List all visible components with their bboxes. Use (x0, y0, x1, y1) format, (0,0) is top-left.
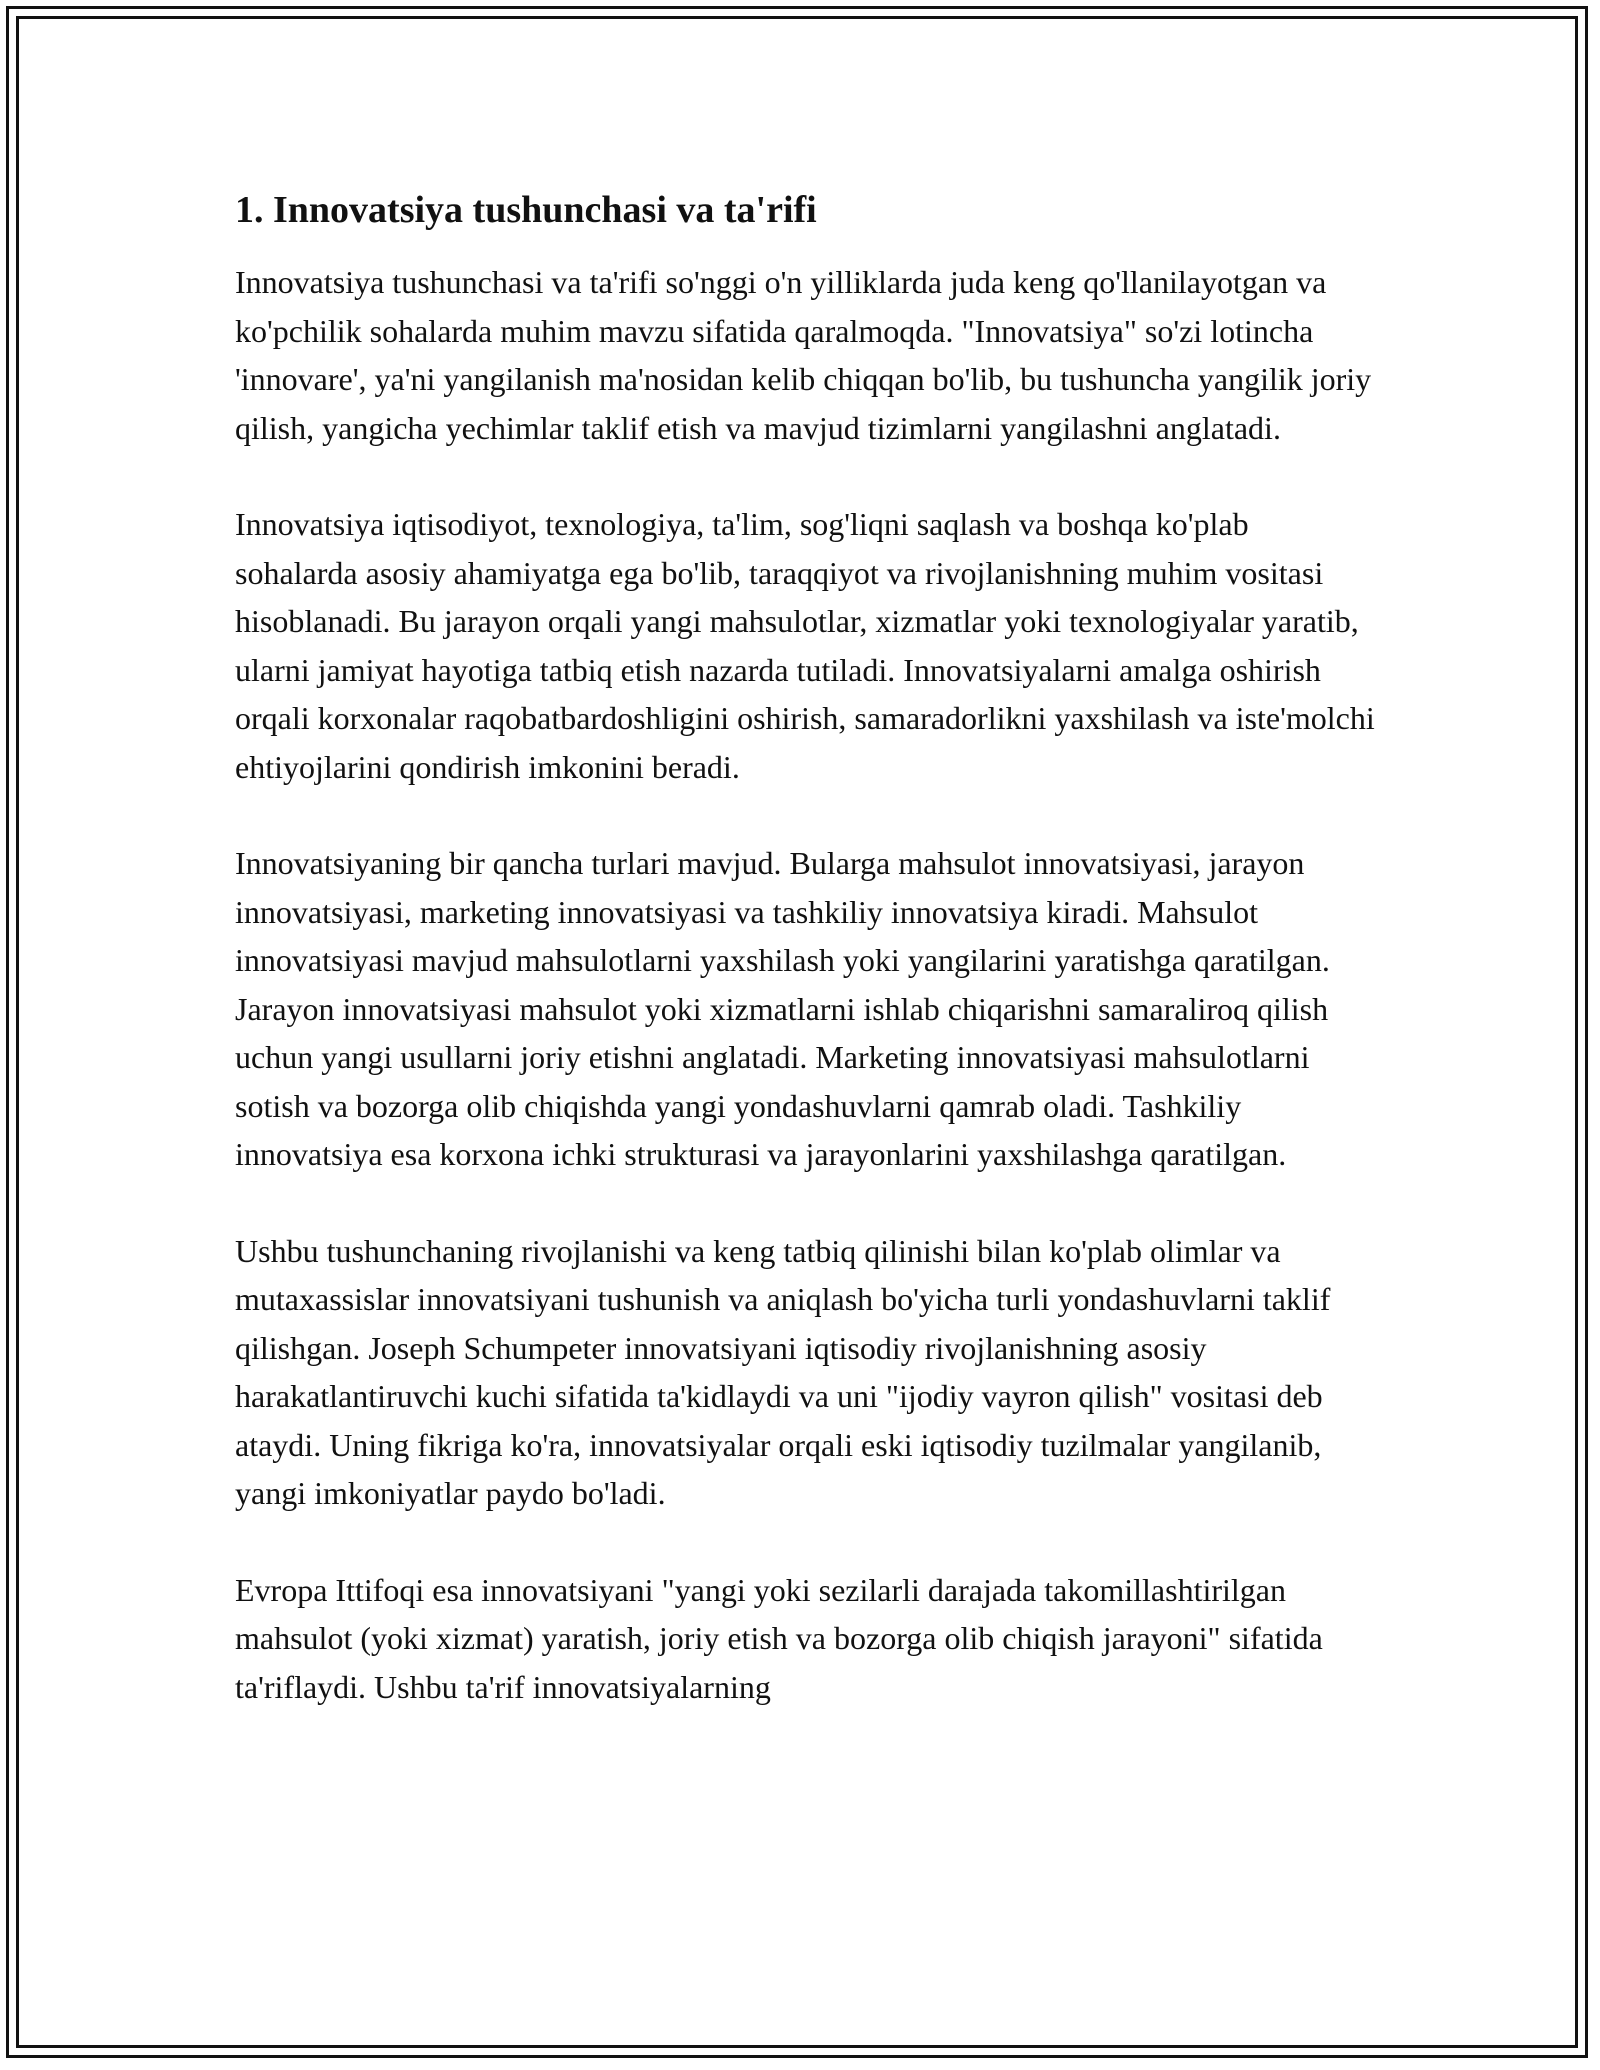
paragraph-definition: Innovatsiya tushunchasi va ta'rifi so'nggi o'n yilliklarda juda keng qo'llanilayotgan va ko'pchilik sohalarda muhim mavzu sifatida qaralmoqda. "Innovatsiya" so'zi lotincha 'innovare', ya'ni yangilanish ma'nosidan kelib chiqqan bo'lib, bu tushuncha yangilik joriy qilish, yangicha yechimlar taklif etish va mavjud tizimlarni yangilashni anglatadi. (235, 264, 1372, 446)
paragraph-european-union: Evropa Ittifoqi esa innovatsiyani "yangi yoki sezilarli darajada takomillashtirilgan mahsulot (yoki xizmat) yaratish, joriy etish va bozorga olib chiqish jarayoni" sifatida ta'riflaydi. Ushbu ta'rif innovatsiyalarning (235, 1571, 1323, 1705)
paragraph-importance: Innovatsiya iqtisodiyot, texnologiya, ta'lim, sog'liqni saqlash va boshqa ko'plab sohalarda asosiy ahamiyatga ega bo'lib, taraqqiyot va rivojlanishning muhim vositasi hisoblanadi. Bu jarayon orqali yangi mahsulotlar, xizmatlar yoki texnologiyalar yaratib, ularni jamiyat hayotiga tatbiq etish nazarda tutiladi. Innovatsiyalarni amalga oshirish orqali korxonalar raqobatbardoshligini oshirish, samaradorlikni yaxshilash va iste'molchi ehtiyojlarini qondirish imkonini beradi. (235, 506, 1375, 785)
section-heading: 1. Innovatsiya tushunchasi va ta'rifi (235, 189, 817, 231)
paragraph-types: Innovatsiyaning bir qancha turlari mavjud. Bularga mahsulot innovatsiyasi, jarayon innovatsiyasi, marketing innovatsiyasi va tashkiliy innovatsiya kiradi. Mahsulot innovatsiyasi mavjud mahsulotlarni yaxshilash yoki yangilarini yaratishga qaratilgan. Jarayon innovatsiyasi mahsulot yoki xizmatlarni ishlab chiqarishni samaraliroq qilish uchun yangi usullarni joriy etishni anglatadi. Marketing innovatsiyasi mahsulotlarni sotish va bozorga olib chiqishda yangi yondashuvlarni qamrab oladi. Tashkiliy innovatsiya esa korxona ichki strukturasi va jarayonlarini yaxshilashga qaratilgan. (235, 845, 1330, 1172)
document-body (235, 186, 1375, 1759)
paragraph-schumpeter: Ushbu tushunchaning rivojlanishi va keng tatbiq qilinishi bilan ko'plab olimlar va mutaxassislar innovatsiyani tushunish va aniqlash bo'yicha turli yondashuvlarni taklif qilishgan. Joseph Schumpeter innovatsiyani iqtisodiy rivojlanishning asosiy harakatlantiruvchi kuchi sifatida ta'kidlaydi va uni "ijodiy vayron qilish" vositasi deb ataydi. Uning fikriga ko'ra, innovatsiyalar orqali eski iqtisodiy tuzilmalar yangilanib, yangi imkoniyatlar paydo bo'ladi. (235, 1232, 1331, 1511)
